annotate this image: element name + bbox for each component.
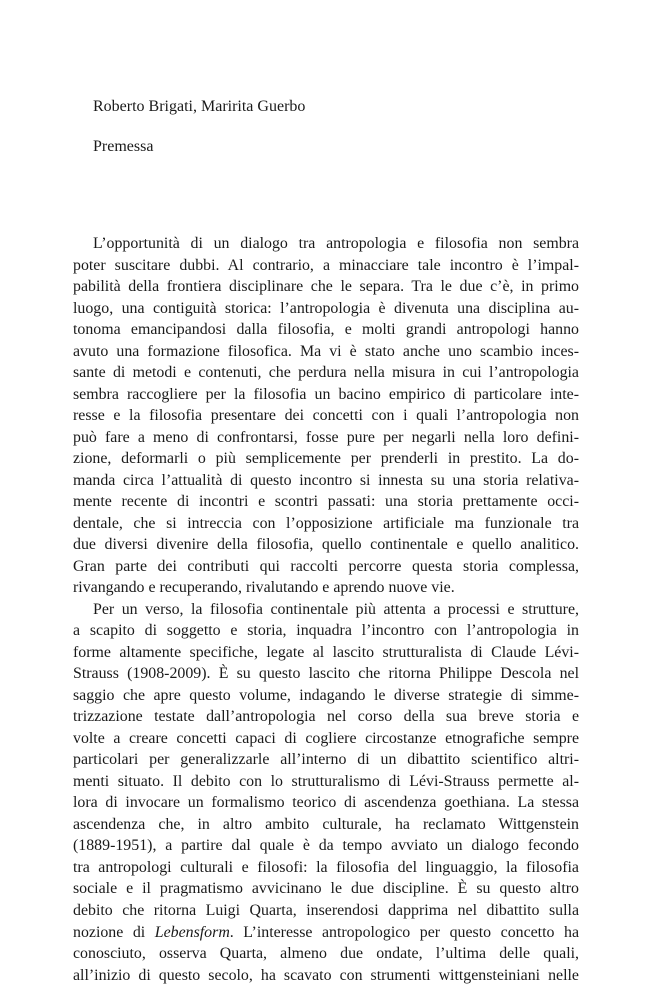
text-line: resse e la filosofia presentare dei concetti con i quali l’antropologia non xyxy=(73,407,579,425)
text-line: saggio che apre questo volume, indagando le diverse strategie di simme- xyxy=(73,686,579,704)
text-line: avuto una formazione filosofica. Ma vi è stato anche uno scambio inces- xyxy=(73,342,579,360)
text-line: tra antropologi culturali e filosofi: la filosofia del linguaggio, la filosofia xyxy=(73,858,579,876)
text-line: poter suscitare dubbi. Al contrario, a minacciare tale incontro è l’impal- xyxy=(73,256,579,274)
text-line: luogo, una contiguità storica: l’antropologia è divenuta una disciplina au- xyxy=(73,299,579,317)
text-line: sociale e il pragmatismo avvicinano le due discipline. È su questo altro xyxy=(73,880,579,898)
italic-term: Lebensform xyxy=(154,923,230,941)
text-line: debito che ritorna Luigi Quarta, inserendosi dapprima nel dibattito sulla xyxy=(73,901,579,919)
text-line: trizzazione testate dall’antropologia nel corso della sua breve storia e xyxy=(73,708,579,726)
chapter-title: Premessa xyxy=(93,138,154,155)
text-line: ascendenza che, in altro ambito culturale, ha reclamato Wittgenstein xyxy=(73,815,579,833)
text-line: volte a creare concetti capaci di cogliere circostanze etnografiche sempre xyxy=(73,729,579,747)
text-line: sembra raccogliere per la filosofia un bacino empirico di particolare inte- xyxy=(73,385,579,403)
text-line: forme altamente specifiche, legate al lascito strutturalista di Claude Lévi- xyxy=(73,643,579,661)
text-line: a scapito di soggetto e storia, inquadra l’incontro con l’antropologia in xyxy=(73,622,579,640)
chapter-authors: Roberto Brigati, Maririta Guerbo xyxy=(93,98,306,115)
text-line: particolari per generalizzarle all’interno di un dibattito scientifico altri- xyxy=(73,751,579,769)
text-line: nozione di Lebensform. L’interesse antropologico per questo concetto ha xyxy=(73,923,579,941)
text-line: all’inizio di questo secolo, ha scavato con strumenti wittgensteiniani nelle xyxy=(73,966,579,984)
body-text xyxy=(73,233,579,986)
text-line: lora di invocare un formalismo teorico di ascendenza goethiana. La stessa xyxy=(73,794,579,812)
text-line: due diversi divenire della filosofia, quello continentale e quello analitico. xyxy=(73,536,579,554)
text-line: Per un verso, la filosofia continentale più attenta a processi e strutture, xyxy=(93,600,579,618)
text-line: pabilità della frontiera disciplinare che le separa. Tra le due c’è, in primo xyxy=(73,278,579,296)
text-line: Gran parte dei contributi qui raccolti percorre questa storia complessa, xyxy=(73,557,579,575)
text-line: L’opportunità di un dialogo tra antropologia e filosofia non sembra xyxy=(93,235,579,252)
text-line: dentale, che si intreccia con l’opposizione artificiale ma funzionale tra xyxy=(73,514,579,532)
text-line: rivangando e recuperando, rivalutando e aprendo nuove vie. xyxy=(73,579,455,597)
text-line: mente recente di incontri e scontri passati: una storia prettamente occi- xyxy=(73,493,579,511)
text-line: manda circa l’attualità di questo incontro si innesta su una storia relativa- xyxy=(73,471,579,489)
text-line: sante di metodi e contenuti, che perdura nella misura in cui l’antropologia xyxy=(73,364,579,382)
text-line: tonoma emancipandosi dalla filosofia, e molti grandi antropologi hanno xyxy=(73,321,579,339)
paragraph xyxy=(73,599,579,986)
text-line: può fare a meno di confrontarsi, fosse pure per negarli nella loro defini- xyxy=(73,428,579,446)
text-line: Strauss (1908-2009). È su questo lascito che ritorna Philippe Descola nel xyxy=(73,665,579,683)
paragraph xyxy=(73,233,579,599)
text-line: (1889-1951), a partire dal quale è da tempo avviato un dialogo fecondo xyxy=(73,837,579,855)
text-line: menti situato. Il debito con lo strutturalismo di Lévi-Strauss permette al- xyxy=(73,772,579,790)
text-line: conosciuto, osserva Quarta, almeno due ondate, l’ultima delle quali, xyxy=(73,945,579,963)
text-line: zione, deformarli o più semplicemente per prenderli in prestito. La do- xyxy=(73,450,579,468)
